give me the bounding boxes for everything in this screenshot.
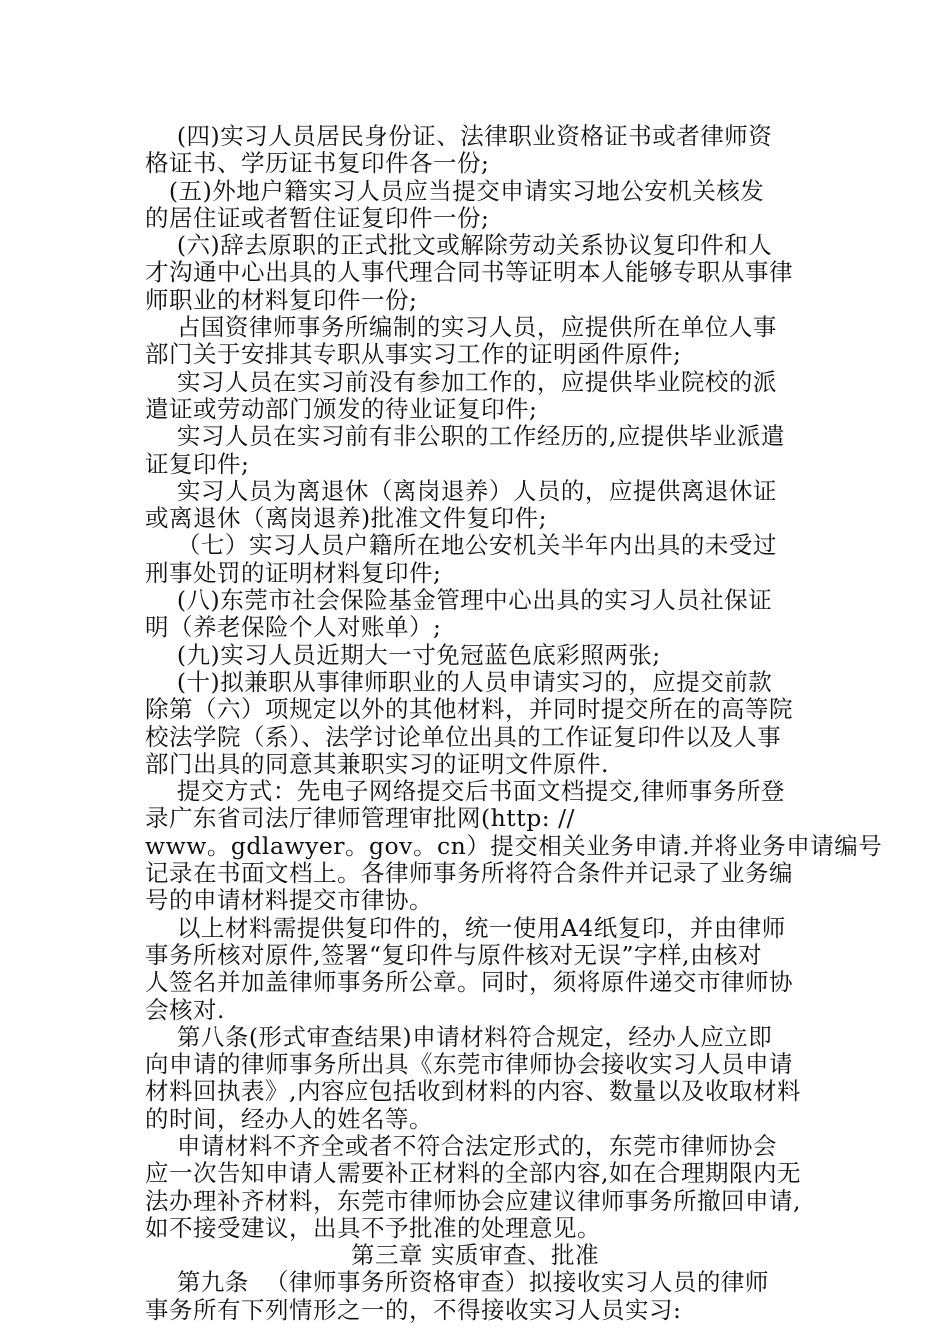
document-line: 证复印件; (145, 449, 250, 478)
document-line: (十)拟兼职从事律师职业的人员申请实习的，应提交前款 (145, 667, 773, 696)
document-line: 明（养老保险个人对账单）; (145, 613, 442, 642)
document-line: 遣证或劳动部门颁发的待业证复印件; (145, 394, 538, 423)
document-line: 应一次告知申请人需要补正材料的全部内容,如在合理期限内无 (145, 1159, 801, 1188)
document-line: 人签名并加盖律师事务所公章。同时，须将原件递交市律师协 (145, 968, 793, 997)
document-line: 占国资律师事务所编制的实习人员，应提供所在单位人事 (145, 313, 777, 342)
document-line: 格证书、学历证书复印件各一份; (145, 149, 490, 178)
document-line: 事务所核对原件,签署“复印件与原件核对无误”字样,由核对 (145, 940, 762, 969)
document-line: 第九条 （律师事务所资格审查）拟接收实习人员的律师 (145, 1268, 769, 1297)
document-line: 材料回执表》,内容应包括收到材料的内容、数量以及收取材料 (145, 1077, 801, 1106)
document-line: 记录在书面文档上。各律师事务所将符合条件并记录了业务编 (145, 859, 793, 888)
document-line: 除第（六）项规定以外的其他材料，并同时提交所在的高等院 (145, 695, 793, 724)
document-line: 事务所有下列情形之一的，不得接收实习人员实习: (145, 1295, 682, 1324)
document-line: （七）实习人员户籍所在地公安机关半年内出具的未受过 (145, 531, 777, 560)
document-line: (四)实习人员居民身份证、法律职业资格证书或者律师资 (145, 122, 773, 150)
chapter-heading: 第三章 实质审查、批准 (351, 1241, 599, 1270)
document-line: 的时间，经办人的姓名等。 (145, 1104, 433, 1133)
document-line: 部门出具的同意其兼职实习的证明文件原件. (145, 749, 609, 778)
document-line: 实习人员为离退休（离岗退养）人员的，应提供离退休证 (145, 476, 777, 505)
document-line: 提交方式：先电子网络提交后书面文档提交,律师事务所登 (145, 777, 785, 806)
document-line: (八)东莞市社会保险基金管理中心出具的实习人员社保证 (145, 586, 773, 615)
document-line: 才沟通中心出具的人事代理合同书等证明本人能够专职从事律 (145, 258, 793, 287)
document-line: 申请材料不齐全或者不符合法定形式的，东莞市律师协会 (145, 1131, 777, 1160)
document-line: 向申请的律师事务所出具《东莞市律师协会接收实习人员申请 (145, 1050, 793, 1079)
document-line: (九)实习人员近期大一寸免冠蓝色底彩照两张; (145, 640, 661, 669)
document-line: 或离退休（离岗退养)批准文件复印件; (145, 504, 548, 533)
document-line: 第八条(形式审查结果)申请材料符合规定，经办人应立即 (145, 1022, 773, 1051)
document-line: (五)外地户籍实习人员应当提交申请实习地公安机关核发 (145, 176, 765, 205)
document-body (145, 122, 883, 1324)
document-line: 实习人员在实习前没有参加工作的，应提供毕业院校的派 (145, 367, 777, 396)
document-line: 部门关于安排其专职从事实习工作的证明函件原件; (145, 340, 682, 369)
document-line: 录广东省司法厅律师管理审批网(http: // (145, 804, 575, 833)
document-line: 师职业的材料复印件一份; (145, 285, 418, 314)
document-line: (六)辞去原职的正式批文或解除劳动关系协议复印件和人 (145, 231, 773, 260)
document-line: 实习人员在实习前有非公职的工作经历的,应提供毕业派遣 (145, 422, 785, 451)
document-line: www。gdlawyer。gov。cn）提交相关业务申请.并将业务申请编号 (145, 831, 883, 860)
document-line: 校法学院（系）、法学讨论单位出具的工作证复印件以及人事 (145, 722, 782, 751)
document-line: 法办理补齐材料，东莞市律师协会应建议律师事务所撤回申请, (145, 1186, 801, 1215)
document-line: 会核对. (145, 995, 225, 1024)
document-line: 如不接受建议，出具不予批准的处理意见。 (145, 1213, 601, 1242)
document-line: 的居住证或者暂住证复印件一份; (145, 203, 490, 232)
document-line: 刑事处罚的证明材料复印件; (145, 558, 442, 587)
document-line: 号的申请材料提交市律协。 (145, 886, 433, 915)
document-line: 以上材料需提供复印件的，统一使用A4纸复印，并由律师 (145, 913, 786, 942)
